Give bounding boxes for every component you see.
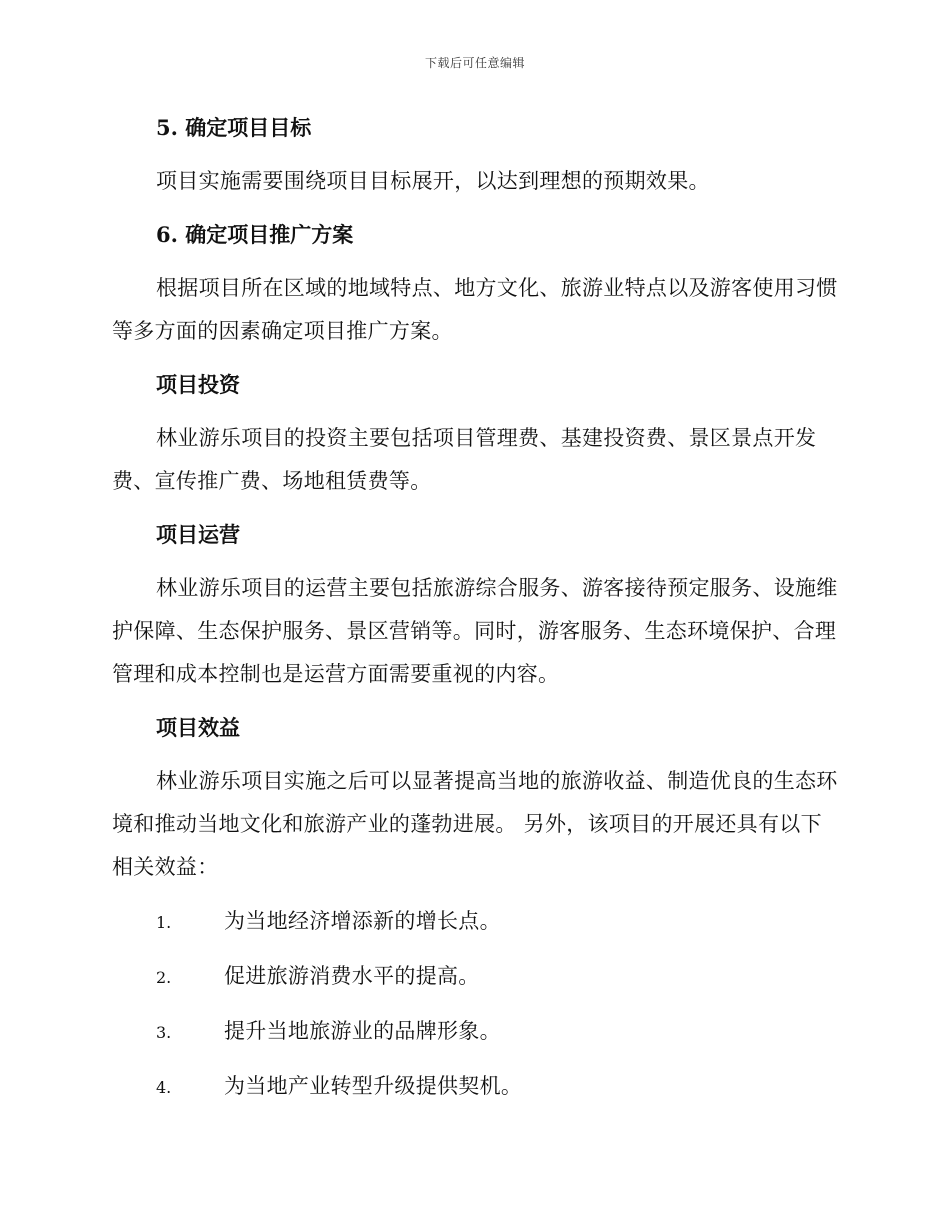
paragraph: 林业游乐项目的投资主要包括项目管理费、基建投资费、景区景点开发费、宣传推广费、场地租赁费等。 <box>112 426 817 493</box>
list-item-number: 1. <box>156 913 172 932</box>
list-item-number: 2. <box>156 968 172 987</box>
section-heading: 项目运营 <box>156 522 240 547</box>
section-heading: 项目投资 <box>156 372 240 397</box>
paragraph: 项目实施需要围绕项目目标展开，以达到理想的预期效果。 <box>156 169 710 193</box>
list-item-number: 3. <box>156 1023 172 1042</box>
section-heading: 项目效益 <box>156 715 240 740</box>
list-item-text: 提升当地旅游业的品牌形象。 <box>224 1019 501 1043</box>
paragraph: 根据项目所在区域的地域特点、地方文化、旅游业特点以及游客使用习惯等多方面的因素确定项目推广方案。 <box>112 276 838 343</box>
benefits-list <box>112 901 838 1121</box>
paragraph: 林业游乐项目的运营主要包括旅游综合服务、游客接待预定服务、设施维护保障、生态保护服务、景区营销等。同时，游客服务、生态环境保护、合理管理和成本控制也是运营方面需要重视的内容。 <box>112 576 838 686</box>
document-body <box>112 108 838 1121</box>
list-item-text: 为当地经济增添新的增长点。 <box>224 909 501 933</box>
section-heading: 5. 确定项目目标 <box>156 115 312 140</box>
paragraph: 林业游乐项目实施之后可以显著提高当地的旅游收益、制造优良的生态环境和推动当地文化和旅游产业的蓬勃进展。 另外，该项目的开展还具有以下相关效益： <box>112 769 838 879</box>
list-item <box>112 1011 838 1066</box>
list-item-text: 为当地产业转型升级提供契机。 <box>224 1074 523 1098</box>
list-item-number: 4. <box>156 1078 172 1097</box>
list-item <box>112 956 838 1011</box>
list-item <box>112 1066 838 1121</box>
section-heading: 6. 确定项目推广方案 <box>156 222 354 247</box>
list-item <box>112 901 838 956</box>
page-header: 下载后可任意编辑 <box>424 56 525 70</box>
list-item-text: 促进旅游消费水平的提高。 <box>224 964 480 988</box>
